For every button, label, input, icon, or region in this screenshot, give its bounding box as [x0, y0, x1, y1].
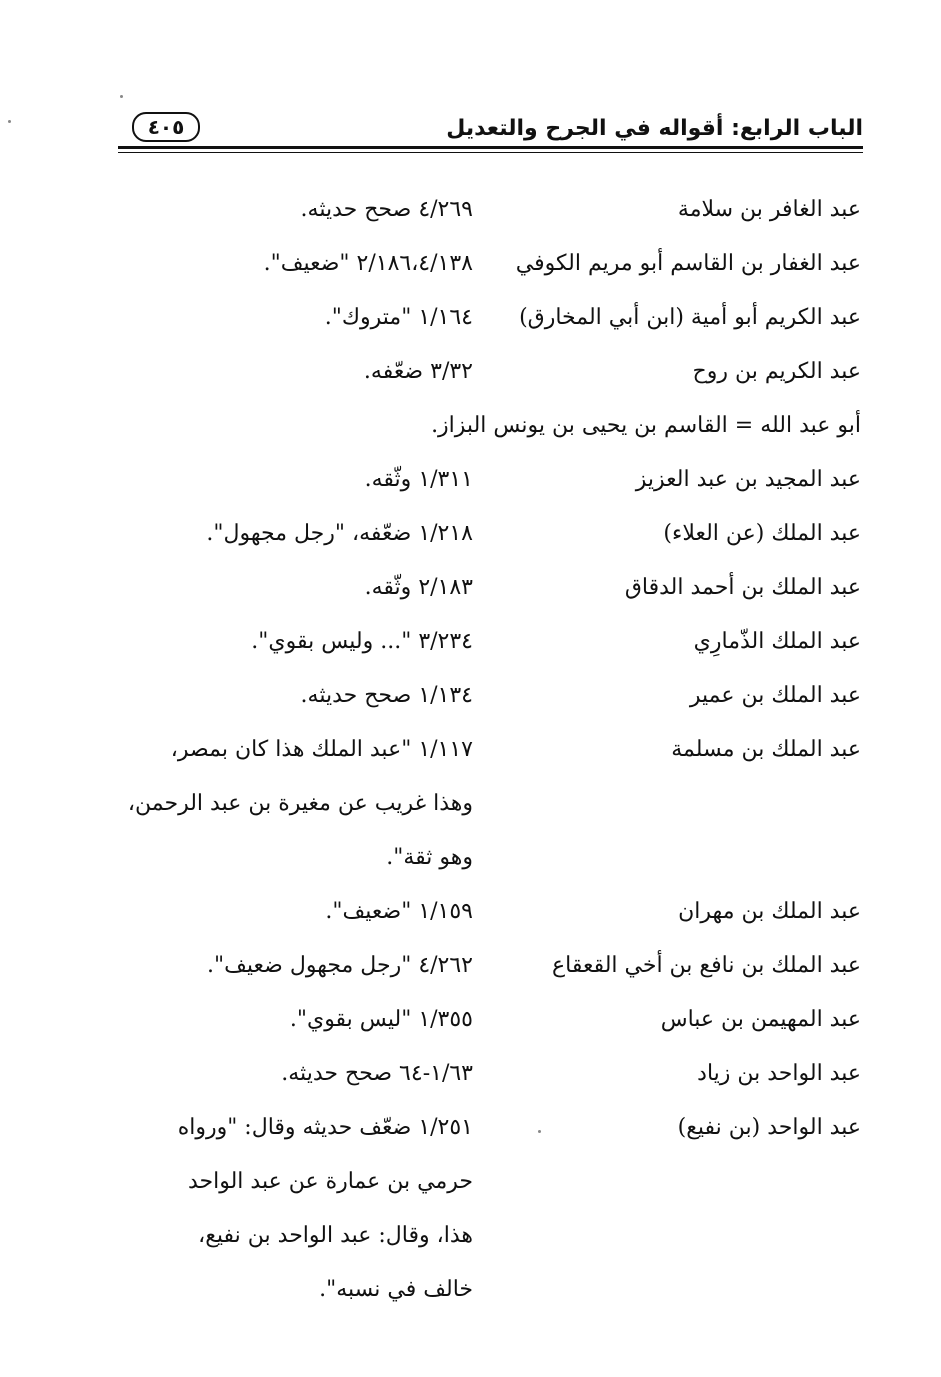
entry-note: ٤/٢٦٩ صحح حديثه.	[300, 197, 473, 222]
entry-note: ٢/١٨٣ وثّقه.	[364, 575, 473, 600]
entry-note-continuation: وهو ثقة".	[386, 845, 473, 870]
entry-note: ١/٢٥١ ضعّف حديثه وقال: "ورواه	[177, 1115, 473, 1140]
entry-name: عبد الغفار بن القاسم أبو مريم الكوفي	[515, 251, 861, 276]
entry-cross-reference: أبو عبد الله = القاسم بن يحيى بن يونس البزاز.	[431, 413, 861, 438]
entry-name: عبد الملك بن مهران	[678, 899, 861, 924]
entry-name: عبد الملك بن أحمد الدقاق	[624, 575, 861, 600]
entry-note: ١/١٥٩ "ضعيف".	[325, 899, 473, 924]
entry-note: ١/١١٧ "عبد الملك هذا كان بمصر،	[170, 737, 473, 762]
entry-name: عبد الملك الذّمارِي	[693, 629, 861, 654]
entry-name: عبد الملك (عن العلاء)	[663, 521, 861, 546]
entry-note: ١/١٣٤ صحح حديثه.	[300, 683, 473, 708]
entry-name: عبد الكريم أبو أمية (ابن أبي المخارق)	[519, 305, 861, 330]
entry-note: ٣/٢٣٤ "... وليس بقوي".	[251, 629, 473, 654]
scan-speck	[120, 95, 123, 98]
entry-note: ٣/٣٢ ضعّفه.	[363, 359, 473, 384]
header-rule-thin	[118, 152, 863, 153]
entry-note-continuation: حرمي بن عمارة عن عبد الواحد	[187, 1169, 473, 1194]
entry-note: ١/٦٣-٦٤ صحح حديثه.	[281, 1061, 473, 1086]
entry-note: ١/٣١١ وثّقه.	[364, 467, 473, 492]
entry-name: عبد الملك بن نافع بن أخي القعقاع	[552, 953, 861, 978]
entry-name: عبد الغافر بن سلامة	[677, 197, 861, 222]
entry-name: عبد الملك بن عمير	[689, 683, 861, 708]
entry-name: عبد المهيمن بن عباس	[660, 1007, 861, 1032]
entry-note: ١/٢١٨ ضعّفه، "رجل مجهول".	[206, 521, 473, 546]
entry-note: ٤/٢٦٢ "رجل مجهول ضعيف".	[207, 953, 473, 978]
entry-note-continuation: هذا، وقال: عبد الواحد بن نفيع،	[198, 1223, 473, 1248]
header-rule	[118, 146, 863, 149]
entry-name: عبد الملك بن مسلمة	[671, 737, 861, 762]
scan-speck	[538, 1130, 541, 1133]
scan-speck	[8, 120, 11, 123]
entry-name: عبد الواحد بن زياد	[697, 1061, 861, 1086]
entry-note: ٢/١٨٦،٤/١٣٨ "ضعيف".	[263, 251, 473, 276]
entry-note-continuation: وهذا غريب عن مغيرة بن عبد الرحمن،	[127, 791, 473, 816]
entry-name: عبد المجيد بن عبد العزيز	[635, 467, 861, 492]
page-number: ٤٠٥	[132, 112, 200, 142]
entry-name: عبد الواحد (بن نفيع)	[677, 1115, 861, 1140]
entry-note-continuation: خالف في نسبه".	[319, 1277, 473, 1302]
entry-name: عبد الكريم بن روح	[692, 359, 861, 384]
entry-note: ١/١٦٤ "متروك".	[324, 305, 473, 330]
entry-note: ١/٣٥٥ "ليس بقوي".	[289, 1007, 473, 1032]
chapter-title: الباب الرابع: أقواله في الجرح والتعديل	[446, 116, 863, 141]
